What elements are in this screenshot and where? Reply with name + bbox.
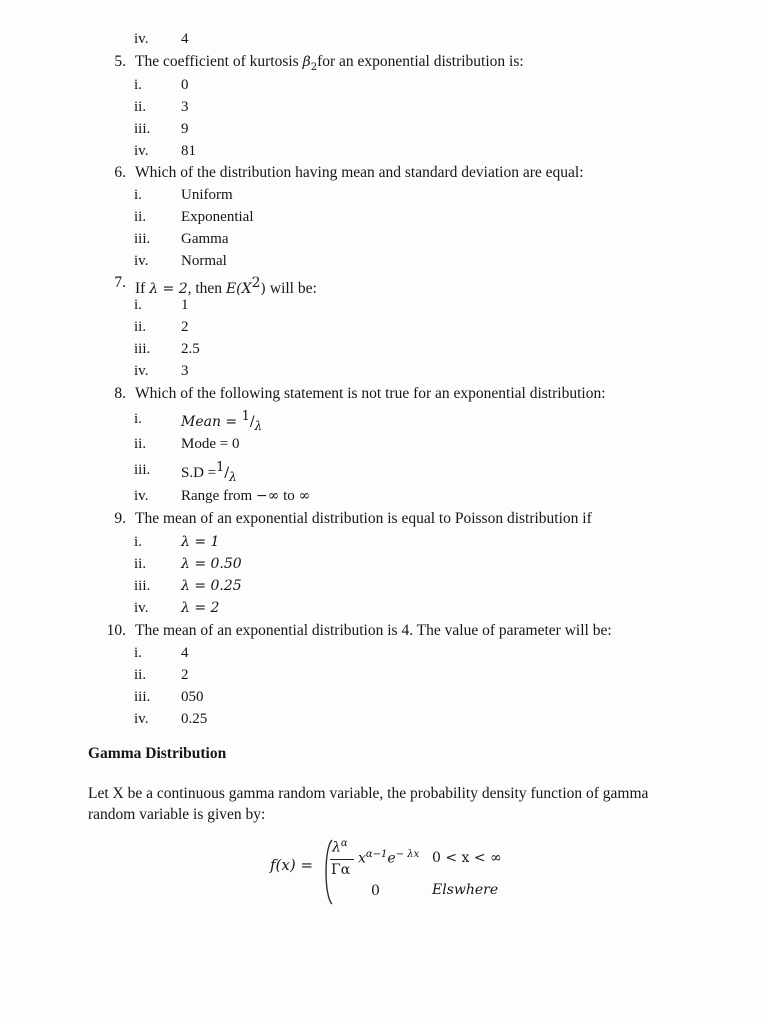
option-number: iv. bbox=[134, 488, 149, 504]
option-value: 2.5 bbox=[181, 341, 200, 357]
option-value: 4 bbox=[181, 645, 189, 661]
option-number: ii. bbox=[134, 436, 147, 452]
option-value: 4 bbox=[181, 31, 189, 47]
sd-label: S.D = bbox=[181, 465, 217, 481]
range-to: to bbox=[279, 488, 299, 504]
option-number: i. bbox=[134, 411, 142, 427]
question-text: Which of the following statement is not true for an exponential distribution: bbox=[135, 385, 606, 402]
paragraph-line: random variable is given by: bbox=[88, 806, 266, 823]
question-text bbox=[135, 274, 317, 298]
section-heading: Gamma Distribution bbox=[88, 745, 227, 762]
question-text-part: If bbox=[135, 280, 150, 298]
question-text-part: The coefficient of kurtosis bbox=[135, 53, 303, 70]
option-value: λ = 2 bbox=[181, 600, 220, 616]
option-value: 0.25 bbox=[181, 711, 208, 727]
option-value bbox=[181, 487, 310, 505]
option-number: iii. bbox=[134, 341, 151, 357]
fraction-slash: / bbox=[249, 414, 255, 430]
option-value: λ = 1 bbox=[181, 534, 220, 550]
question-number: 8. bbox=[114, 385, 126, 402]
fraction-denominator bbox=[331, 862, 350, 878]
formula-otherwise: Elswhere bbox=[432, 882, 499, 898]
option-number: i. bbox=[134, 297, 142, 313]
question-text bbox=[135, 53, 524, 77]
option-value bbox=[181, 408, 262, 435]
question-text-part: for an exponential distribution is: bbox=[317, 53, 524, 70]
option-value: 050 bbox=[181, 689, 204, 705]
option-number: ii. bbox=[134, 556, 147, 572]
paragraph-line: Let X be a continuous gamma random variable, the probability density function of gamma bbox=[88, 785, 649, 802]
option-number: iii. bbox=[134, 121, 151, 137]
question-text-part: , then bbox=[187, 280, 226, 298]
option-number: iv. bbox=[134, 31, 149, 47]
question-text-part: will be: bbox=[266, 280, 317, 298]
option-value: 2 bbox=[181, 319, 189, 335]
question-number: 7. bbox=[114, 274, 126, 291]
gamma-pdf-formula bbox=[270, 836, 530, 906]
superscript: 2 bbox=[251, 275, 261, 291]
option-value: Normal bbox=[181, 253, 227, 269]
option-number: i. bbox=[134, 77, 142, 93]
fraction-numerator: 1 bbox=[241, 409, 250, 424]
range-label: Range from bbox=[181, 488, 256, 504]
gamma-alpha: Γα bbox=[331, 862, 351, 878]
option-number: iv. bbox=[134, 143, 149, 159]
question-number: 5. bbox=[114, 53, 126, 70]
option-number: ii. bbox=[134, 99, 147, 115]
question-number: 9. bbox=[114, 510, 126, 527]
question-text: The mean of an exponential distribution is 4. The value of parameter will be: bbox=[135, 622, 612, 639]
option-value: Exponential bbox=[181, 209, 254, 225]
option-value: Gamma bbox=[181, 231, 229, 247]
option-value: λ = 0.25 bbox=[181, 578, 242, 594]
lambda-expression: λ = 2 bbox=[149, 281, 188, 298]
formula-lhs: f(x) = bbox=[270, 856, 314, 874]
fraction-bar bbox=[330, 859, 354, 860]
question-number: 6. bbox=[114, 164, 126, 181]
option-number: iv. bbox=[134, 600, 149, 616]
expectation-symbol: E bbox=[225, 281, 237, 298]
formula-condition: 0 < x < ∞ bbox=[432, 850, 502, 866]
formula-body bbox=[358, 849, 419, 867]
beta-symbol: β bbox=[302, 54, 311, 70]
option-value: λ = 0.50 bbox=[181, 556, 242, 572]
option-number: ii. bbox=[134, 209, 147, 225]
option-value bbox=[181, 459, 237, 486]
option-value: 9 bbox=[181, 121, 189, 137]
superscript: − λx bbox=[395, 849, 420, 860]
option-number: iv. bbox=[134, 363, 149, 379]
lambda-symbol: λ bbox=[332, 839, 341, 856]
expectation-arg: (X bbox=[236, 281, 252, 298]
option-number: i. bbox=[134, 187, 142, 203]
neg-infinity: −∞ bbox=[255, 488, 280, 504]
option-value: 3 bbox=[181, 363, 189, 379]
mean-label: Mean = bbox=[181, 414, 242, 430]
fraction-numerator: 1 bbox=[216, 460, 225, 475]
option-value: 81 bbox=[181, 143, 196, 159]
option-number: iii. bbox=[134, 689, 151, 705]
option-number: ii. bbox=[134, 319, 147, 335]
option-number: iv. bbox=[134, 711, 149, 727]
option-number: iii. bbox=[134, 578, 151, 594]
fraction-denominator: λ bbox=[229, 470, 237, 484]
subscript: 2 bbox=[310, 62, 318, 74]
option-number: iii. bbox=[134, 462, 151, 478]
option-number: i. bbox=[134, 534, 142, 550]
fraction-denominator: λ bbox=[254, 419, 263, 433]
option-number: iv. bbox=[134, 253, 149, 269]
option-value: 2 bbox=[181, 667, 189, 683]
superscript: α−1 bbox=[365, 849, 388, 860]
formula-zero: 0 bbox=[371, 883, 380, 899]
option-value: 0 bbox=[181, 77, 189, 93]
option-value: 3 bbox=[181, 99, 189, 115]
option-value: Uniform bbox=[181, 187, 233, 203]
variable-x: x bbox=[358, 850, 366, 867]
option-value: Mode = 0 bbox=[181, 436, 240, 452]
option-number: i. bbox=[134, 645, 142, 661]
exp-symbol: e bbox=[387, 850, 396, 867]
fraction-numerator bbox=[332, 838, 348, 856]
question-text: Which of the distribution having mean and standard deviation are equal: bbox=[135, 164, 584, 181]
question-text: The mean of an exponential distribution is equal to Poisson distribution if bbox=[135, 510, 592, 527]
expectation-close: ) bbox=[260, 281, 266, 298]
superscript: α bbox=[340, 838, 348, 849]
question-number: 10. bbox=[106, 622, 126, 639]
infinity: ∞ bbox=[298, 488, 311, 504]
fraction-slash: / bbox=[224, 465, 230, 481]
option-number: ii. bbox=[134, 667, 147, 683]
option-number: iii. bbox=[134, 231, 151, 247]
option-value: 1 bbox=[181, 297, 189, 313]
